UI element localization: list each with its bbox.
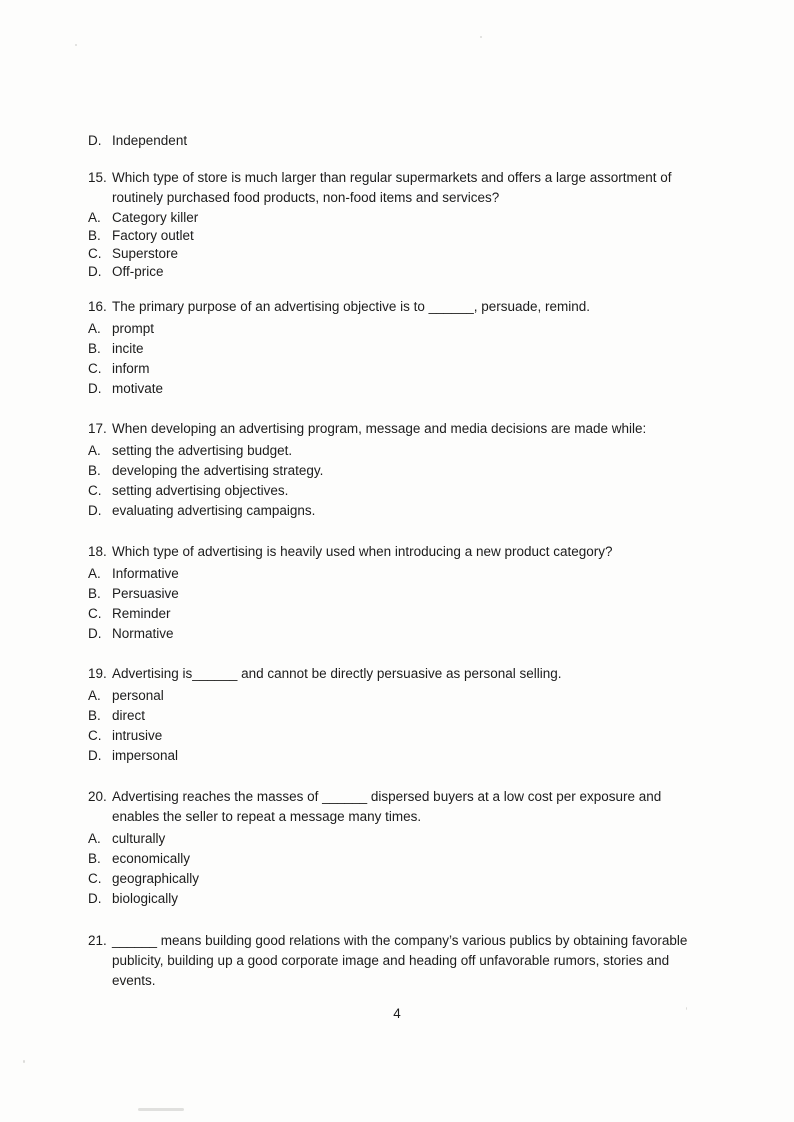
question-16: [88, 297, 714, 399]
options-list: [88, 209, 714, 281]
option-row: [88, 564, 714, 584]
option-text: Reminder: [112, 606, 171, 621]
option-row: [88, 686, 714, 706]
scan-artifact: [686, 1007, 687, 1010]
scan-artifact: [23, 1060, 25, 1063]
question-number: 17.: [88, 421, 107, 436]
option-letter: D.: [88, 381, 102, 396]
option-text: economically: [112, 851, 191, 866]
option-letter: D.: [88, 264, 102, 279]
option-row: [88, 746, 714, 766]
scan-artifact: [75, 44, 77, 46]
options-list: [88, 829, 714, 909]
option-row: [88, 889, 714, 909]
option-row: [88, 829, 714, 849]
option-letter: D.: [88, 503, 102, 518]
question-number: 20.: [88, 789, 107, 804]
question-number: 19.: [88, 666, 107, 681]
option-letter: B.: [88, 463, 101, 478]
option-row: [88, 339, 714, 359]
scan-artifact: [480, 36, 482, 38]
option-letter: C.: [88, 246, 102, 261]
option-text: Category killer: [112, 210, 199, 225]
option-text: personal: [112, 688, 164, 703]
question-row: [88, 931, 714, 991]
options-list: [88, 319, 714, 399]
option-row: [88, 227, 714, 245]
option-letter: B.: [88, 586, 101, 601]
option-letter: D.: [88, 626, 102, 641]
option-letter: C.: [88, 606, 102, 621]
option-row: [88, 869, 714, 889]
orphan-option: [88, 131, 714, 151]
option-letter: A.: [88, 321, 101, 336]
option-text: geographically: [112, 871, 200, 886]
option-letter: D.: [88, 748, 102, 763]
option-text: intrusive: [112, 728, 163, 743]
question-text: Which type of advertising is heavily used when introducing a new product category?: [112, 544, 613, 559]
question-row: [88, 419, 714, 439]
option-row: [88, 624, 714, 644]
option-row: [88, 263, 714, 281]
option-letter: A.: [88, 831, 101, 846]
option-row: [88, 319, 714, 339]
option-text: Factory outlet: [112, 228, 194, 243]
question-number: 18.: [88, 544, 107, 559]
option-letter: C.: [88, 361, 102, 376]
option-row: [88, 726, 714, 746]
question-text: Advertising is______ and cannot be directly persuasive as personal selling.: [112, 666, 562, 681]
option-letter: B.: [88, 341, 101, 356]
question-text: The primary purpose of an advertising objective is to ______, persuade, remind.: [112, 299, 591, 314]
option-text: prompt: [112, 321, 155, 336]
question-20: [88, 787, 714, 909]
question-18: [88, 542, 714, 644]
option-text: setting advertising objectives.: [112, 483, 289, 498]
option-letter: B.: [88, 708, 101, 723]
options-list: [88, 686, 714, 766]
question-row: [88, 787, 714, 827]
option-text: Independent: [112, 133, 188, 148]
option-letter: C.: [88, 728, 102, 743]
option-text: Superstore: [112, 246, 179, 261]
option-letter: C.: [88, 871, 102, 886]
option-letter: B.: [88, 851, 101, 866]
option-row: [88, 584, 714, 604]
options-list: [88, 441, 714, 521]
option-row: [88, 706, 714, 726]
option-row: [88, 481, 714, 501]
option-row: [88, 604, 714, 624]
option-letter: A.: [88, 688, 101, 703]
option-text: impersonal: [112, 748, 179, 763]
option-letter: A.: [88, 210, 101, 225]
question-row: [88, 168, 714, 208]
option-text: Normative: [112, 626, 174, 641]
option-letter: A.: [88, 566, 101, 581]
page-number: 4: [393, 1006, 401, 1021]
option-text: motivate: [112, 381, 164, 396]
question-number: 21.: [88, 933, 107, 948]
option-text: Off-price: [112, 264, 164, 279]
question-number: 16.: [88, 299, 107, 314]
option-text: direct: [112, 708, 146, 723]
question-17: [88, 419, 714, 521]
option-row: [88, 461, 714, 481]
question-text: ______ means building good relations with the company’s various publics by obtaining favorable publicity, building up a good corporate image and heading off unfavorable rumors, stories and events.: [112, 933, 688, 988]
question-row: [88, 664, 714, 684]
option-row: [88, 441, 714, 461]
option-row: [88, 379, 714, 399]
question-row: [88, 297, 714, 317]
option-letter: D.: [88, 891, 102, 906]
question-text: Advertising reaches the masses of ______ dispersed buyers at a low cost per exposure and enables the seller to repeat a message many times.: [112, 789, 662, 824]
option-row: [88, 209, 714, 227]
option-text: Informative: [112, 566, 179, 581]
option-text: setting the advertising budget.: [112, 443, 293, 458]
option-text: evaluating advertising campaigns.: [112, 503, 316, 518]
question-text: When developing an advertising program, message and media decisions are made while:: [112, 421, 647, 436]
option-text: culturally: [112, 831, 166, 846]
option-row: [88, 359, 714, 379]
question-15: [88, 168, 714, 281]
option-row: [88, 245, 714, 263]
option-letter: D.: [88, 133, 102, 148]
question-row: [88, 542, 714, 562]
option-row: [88, 849, 714, 869]
option-letter: A.: [88, 443, 101, 458]
exam-content: [88, 131, 714, 991]
option-row: [88, 501, 714, 521]
option-text: Persuasive: [112, 586, 179, 601]
question-21: [88, 931, 714, 991]
question-text: Which type of store is much larger than regular supermarkets and offers a large assortment of routinely purchased food products, non-food items and services?: [112, 170, 672, 205]
question-19: [88, 664, 714, 766]
option-text: inform: [112, 361, 150, 376]
option-text: biologically: [112, 891, 179, 906]
scan-artifact: [138, 1108, 184, 1111]
options-list: [88, 564, 714, 644]
question-number: 15.: [88, 170, 107, 185]
option-letter: B.: [88, 228, 101, 243]
option-letter: C.: [88, 483, 102, 498]
option-text: developing the advertising strategy.: [112, 463, 324, 478]
option-text: incite: [112, 341, 144, 356]
